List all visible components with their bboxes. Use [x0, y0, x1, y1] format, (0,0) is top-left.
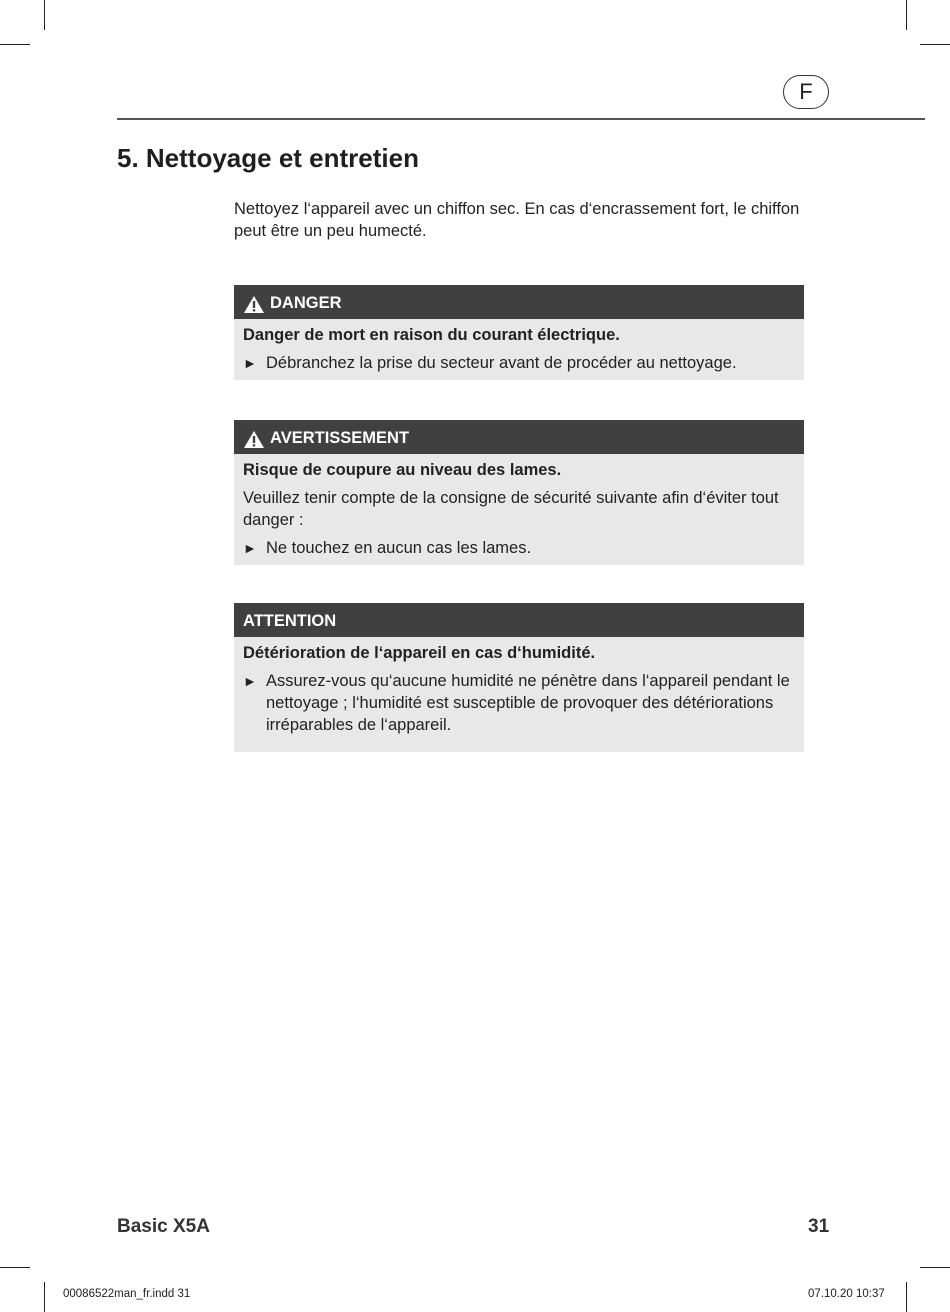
print-slug-date: 07.10.20 10:37: [808, 1288, 885, 1300]
notice-label: ATTENTION: [243, 612, 337, 630]
intro-paragraph: Nettoyez l‘appareil avec un chiffon sec. En cas d‘encrassement fort, le chiffon peut être un peu humecté.: [234, 200, 800, 240]
crop-mark: [44, 1282, 45, 1312]
warning-triangle-icon: [243, 295, 265, 314]
arrow-right-icon: ►: [243, 540, 257, 556]
crop-mark: [920, 44, 950, 45]
language-badge: F: [783, 75, 829, 109]
notice-label: AVERTISSEMENT: [270, 429, 410, 447]
notice-subtitle: Détérioration de l‘appareil en cas d‘humidité.: [243, 644, 596, 662]
bullet-text: Assurez-vous qu‘aucune humidité ne pénètre dans l‘appareil pendant le nettoyage ; l‘humidité est susceptible de provoquer des détériorations irréparables de l‘appareil.: [266, 672, 790, 734]
notice-text: Veuillez tenir compte de la consigne de sécurité suivante afin d‘éviter tout danger :: [243, 489, 779, 529]
notice-subtitle: Danger de mort en raison du courant électrique.: [243, 326, 620, 344]
footer-model-name: Basic X5A: [117, 1216, 210, 1237]
print-slug-file: 00086522man_fr.indd 31: [63, 1288, 191, 1300]
notice-subtitle: Risque de coupure au niveau des lames.: [243, 461, 562, 479]
danger-notice: [234, 285, 804, 380]
page-number: 31: [808, 1216, 830, 1237]
notice-bullet: [243, 352, 795, 374]
warning-triangle-icon: [243, 430, 265, 449]
notice-header: [234, 420, 804, 454]
crop-mark: [0, 44, 30, 45]
notice-bullet: [243, 537, 795, 559]
notice-bullet: [243, 670, 795, 736]
warning-notice: [234, 420, 804, 565]
arrow-right-icon: ►: [243, 355, 257, 371]
crop-mark: [906, 0, 907, 30]
notice-body: [234, 454, 804, 565]
section-title: 5. Nettoyage et entretien: [117, 143, 419, 173]
notice-header: [234, 603, 804, 637]
notice-body: [234, 637, 804, 752]
notice-label: DANGER: [270, 294, 342, 312]
notice-body: [234, 319, 804, 380]
attention-notice: [234, 603, 804, 752]
arrow-right-icon: ►: [243, 673, 257, 689]
crop-mark: [920, 1267, 950, 1268]
bullet-text: Ne touchez en aucun cas les lames.: [266, 539, 532, 557]
header-rule: [117, 118, 925, 120]
crop-mark: [0, 1267, 30, 1268]
crop-mark: [906, 1282, 907, 1312]
crop-mark: [44, 0, 45, 30]
notice-header: [234, 285, 804, 319]
bullet-text: Débranchez la prise du secteur avant de procéder au nettoyage.: [266, 354, 737, 372]
